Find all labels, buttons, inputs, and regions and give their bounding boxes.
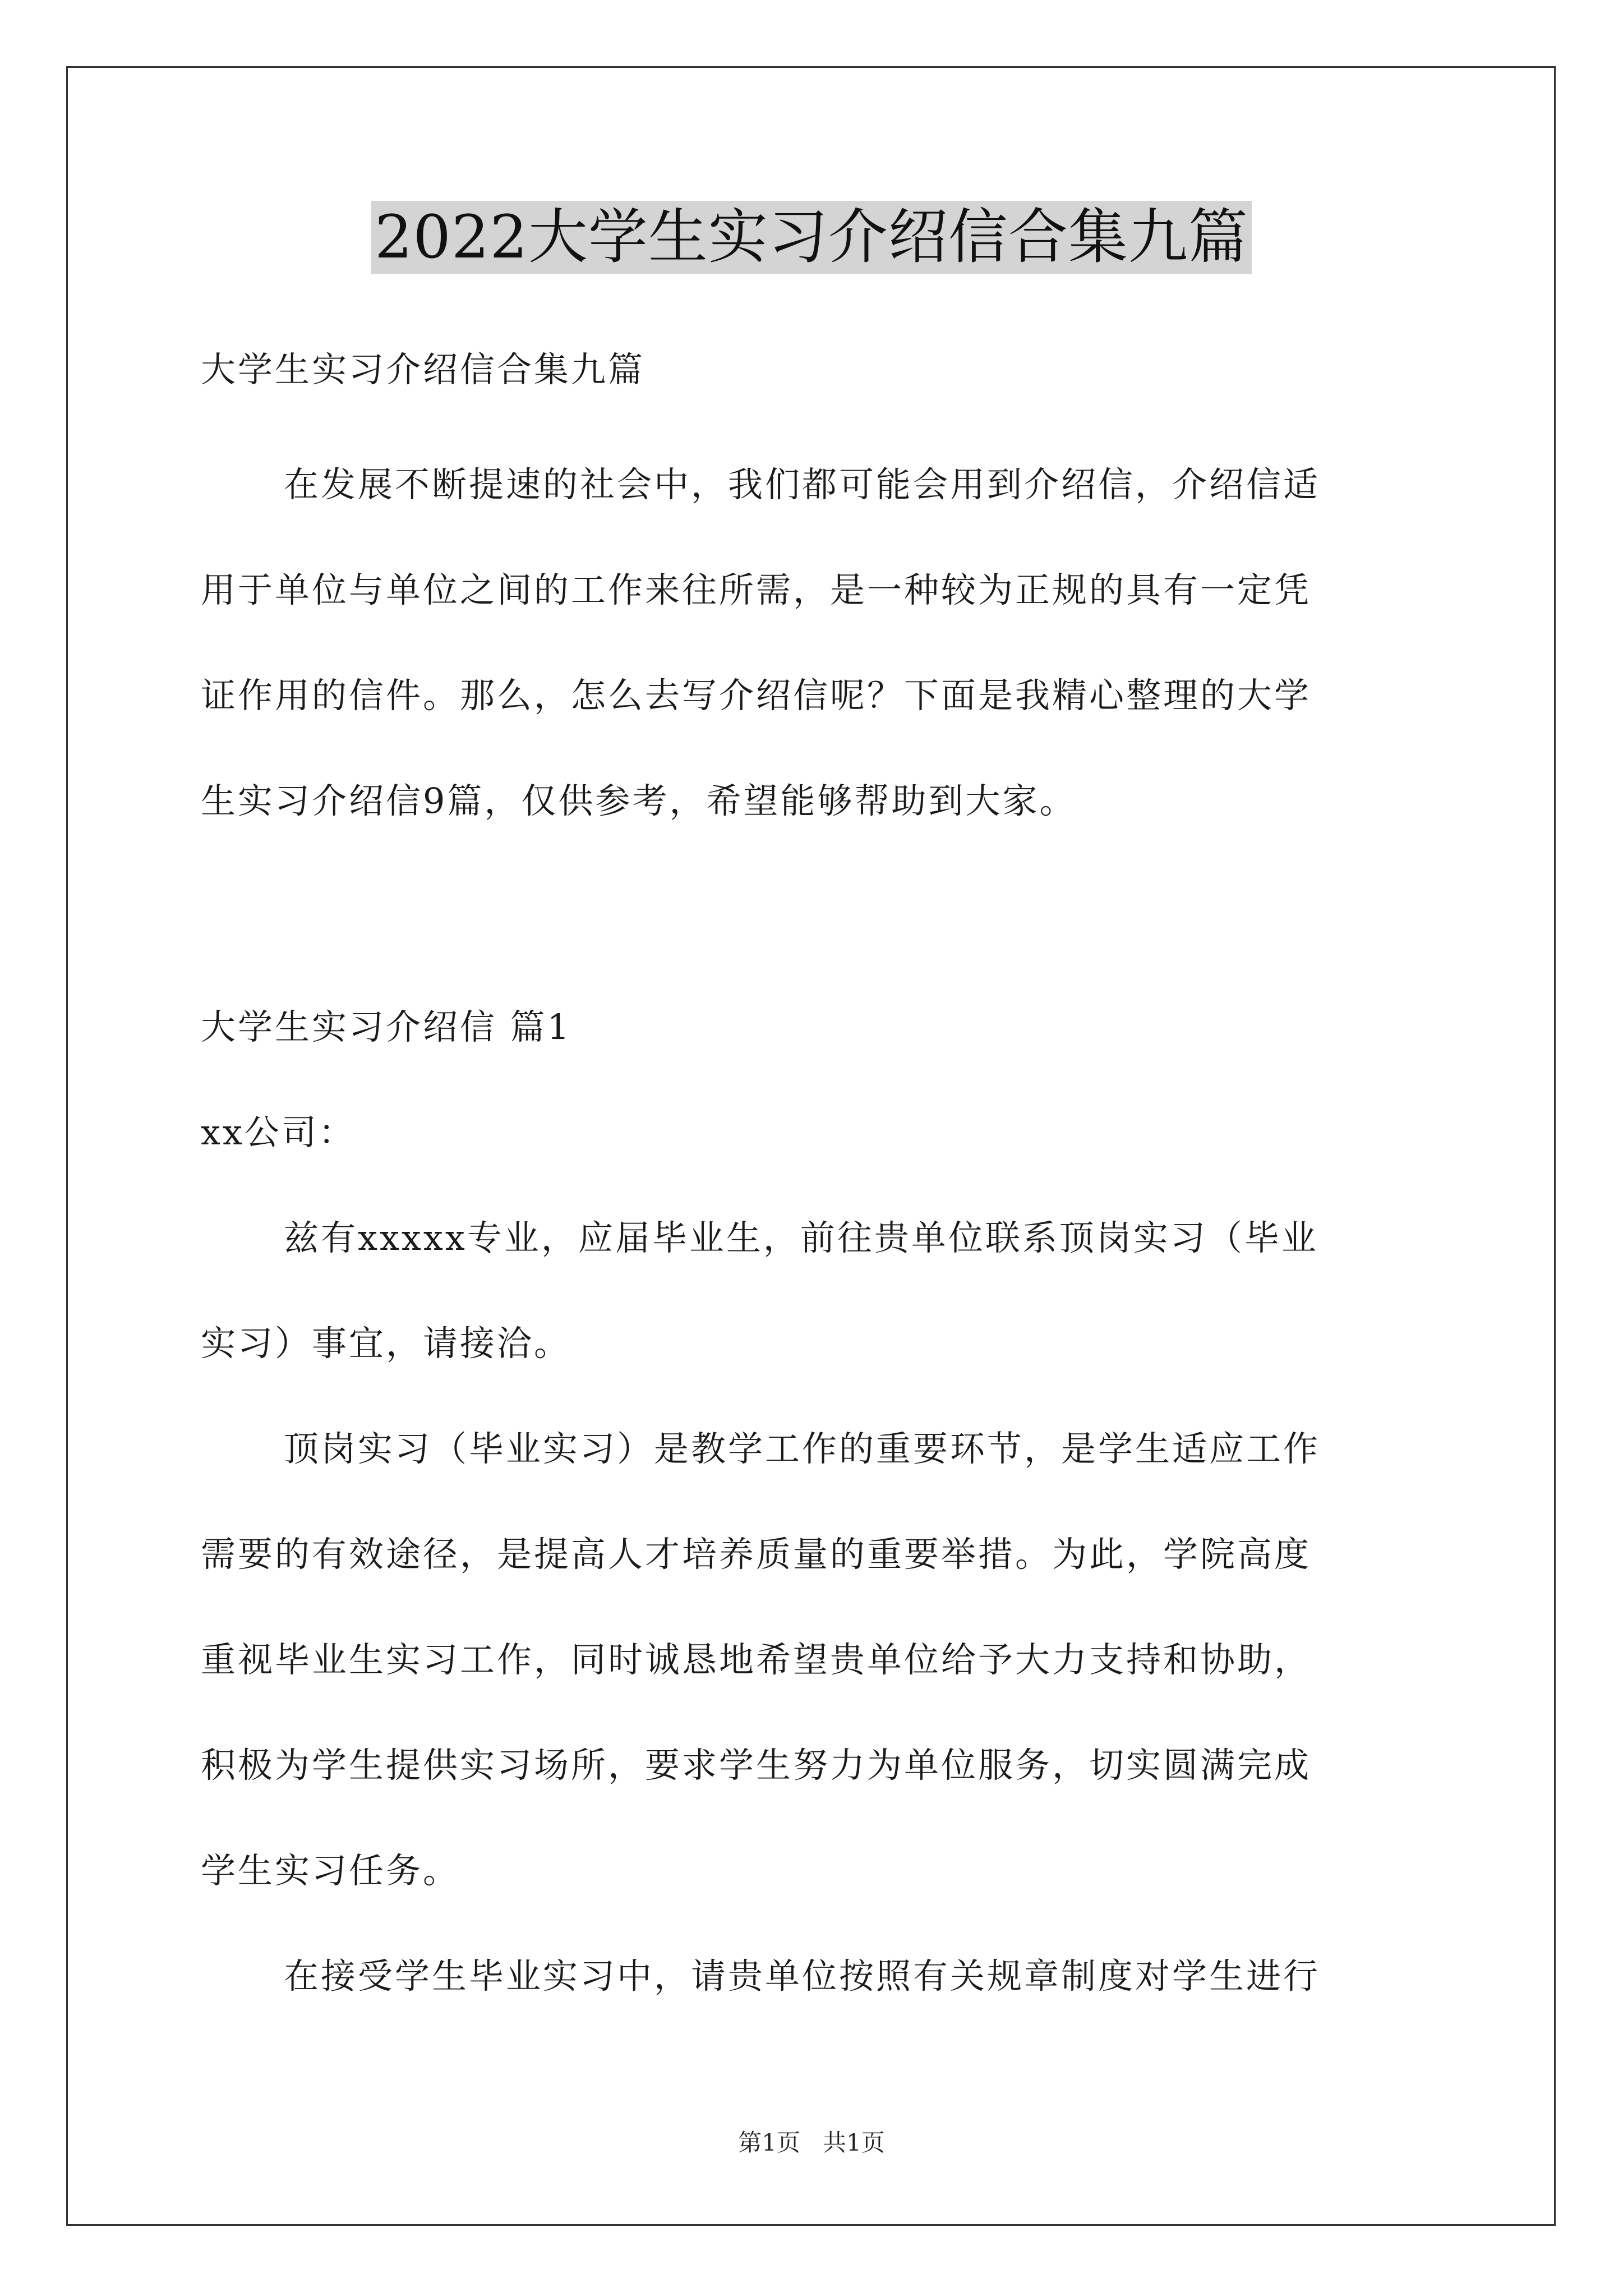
document-title: 2022大学生实习介绍信合集九篇: [371, 201, 1252, 274]
page-footer: 第1页 共1页: [738, 2129, 885, 2156]
intro-line-4: 生实习介绍信9篇，仅供参考，希望能够帮助到大家。: [201, 780, 1077, 821]
section-heading: 大学生实习介绍信 篇1: [201, 1006, 572, 1047]
para1-line-1: 兹有xxxxx专业，应届毕业生，前往贵单位联系顶岗实习（毕业: [284, 1217, 1318, 1258]
para2-line-3: 重视毕业生实习工作，同时诚恳地希望贵单位给予大力支持和协助，: [201, 1639, 1312, 1680]
para2-line-4: 积极为学生提供实习场所，要求学生努力为单位服务，切实圆满完成: [201, 1745, 1312, 1786]
intro-line-1: 在发展不断提速的社会中，我们都可能会用到介绍信，介绍信适: [284, 464, 1321, 505]
para2-line-1: 顶岗实习（毕业实习）是教学工作的重要环节，是学生适应工作: [284, 1428, 1321, 1469]
intro-line-2: 用于单位与单位之间的工作来往所需，是一种较为正规的具有一定凭: [201, 569, 1312, 610]
para3-line-1: 在接受学生毕业实习中，请贵单位按照有关规章制度对学生进行: [284, 1955, 1321, 1996]
para1-line-2: 实习）事宜，请接洽。: [201, 1323, 571, 1364]
subtitle: 大学生实习介绍信合集九篇: [201, 349, 645, 390]
intro-line-3: 证作用的信件。那么，怎么去写介绍信呢？下面是我精心整理的大学: [201, 675, 1312, 716]
para2-line-2: 需要的有效途径，是提高人才培养质量的重要举措。为此，学院高度: [201, 1534, 1312, 1575]
salutation: xx公司：: [201, 1112, 356, 1153]
title-block: [0, 201, 1623, 274]
para2-line-5: 学生实习任务。: [201, 1850, 460, 1891]
